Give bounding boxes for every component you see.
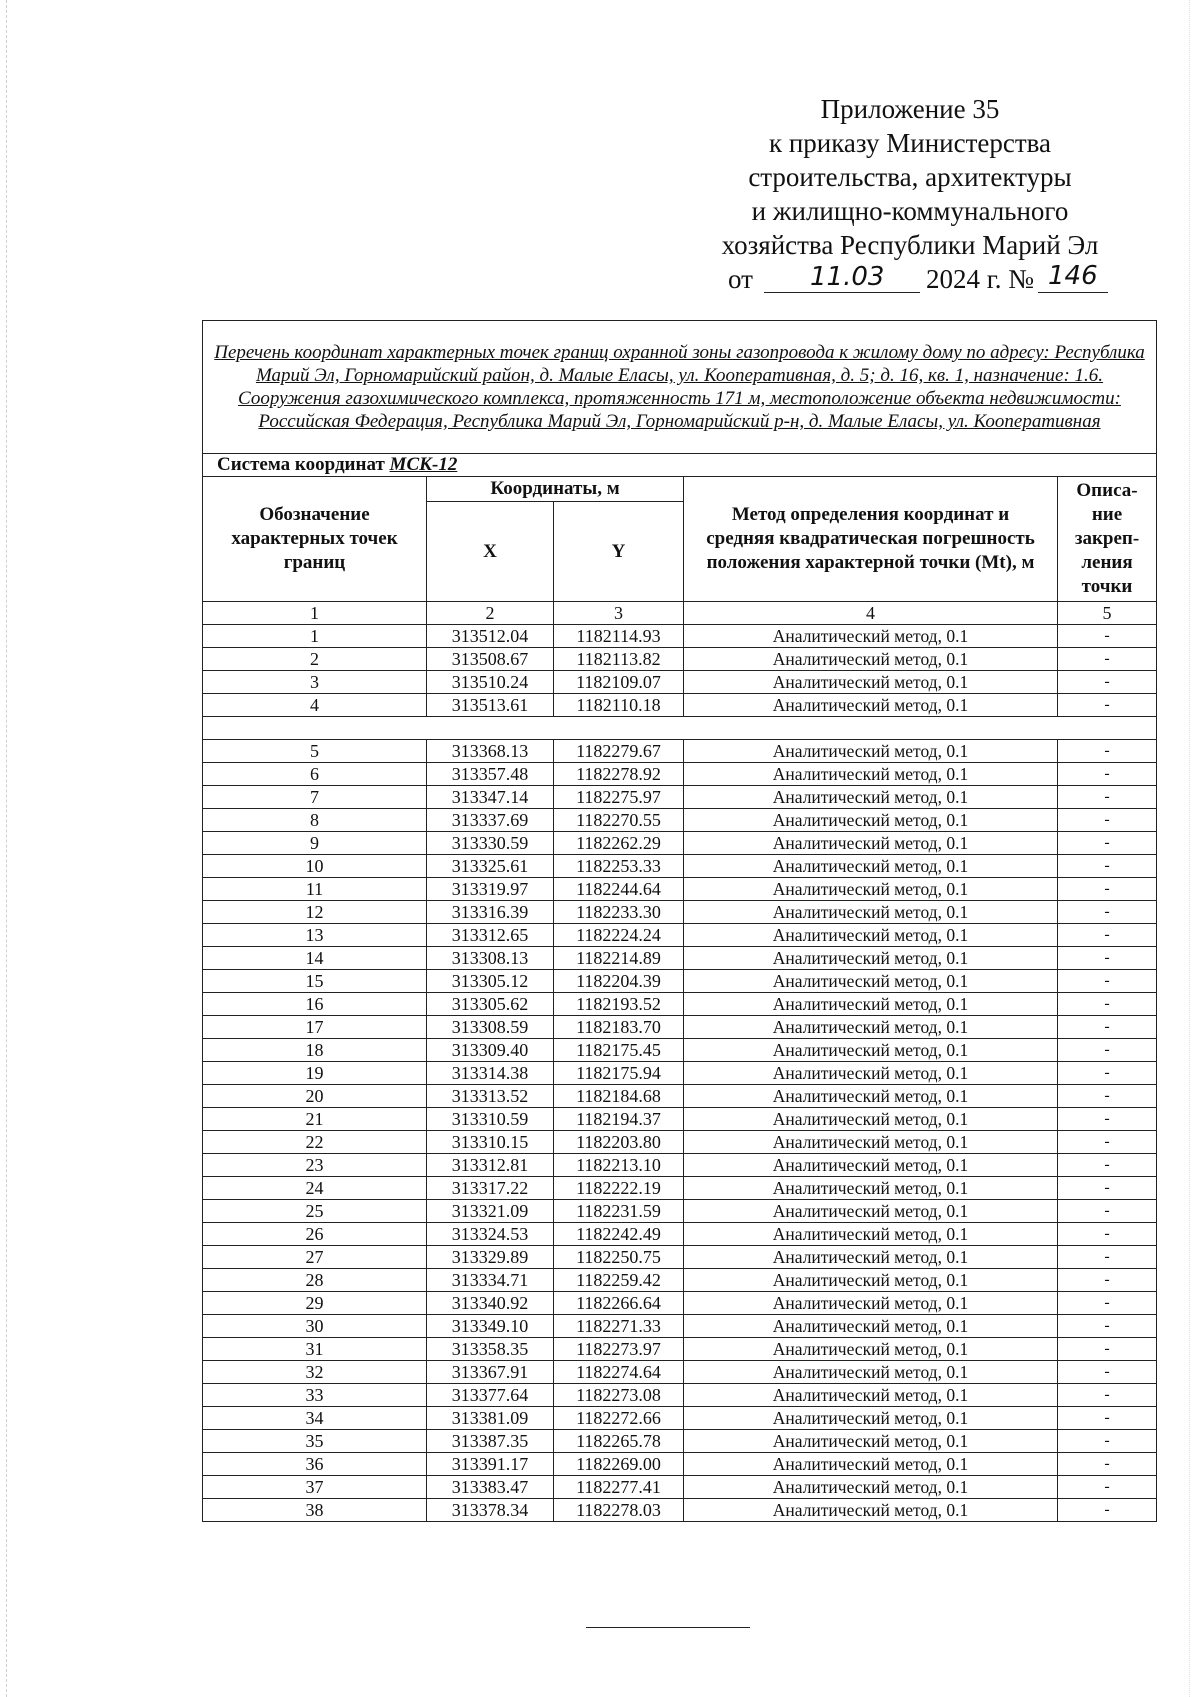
appendix-header: [700, 92, 1120, 294]
y-coordinate-cell: 1182110.18: [554, 694, 684, 717]
column-number-2: 2: [427, 602, 554, 625]
point-number-cell: 32: [203, 1361, 427, 1384]
x-coordinate-cell: 313310.15: [427, 1131, 554, 1154]
y-coordinate-cell: 1182113.82: [554, 648, 684, 671]
point-number-cell: 34: [203, 1407, 427, 1430]
point-number-cell: 14: [203, 947, 427, 970]
method-cell: Аналитический метод, 0.1: [684, 855, 1058, 878]
y-coordinate-cell: 1182213.10: [554, 1154, 684, 1177]
table-row: [203, 1177, 1157, 1200]
y-coordinate-cell: 1182175.94: [554, 1062, 684, 1085]
method-cell: Аналитический метод, 0.1: [684, 970, 1058, 993]
x-coordinate-cell: 313308.13: [427, 947, 554, 970]
table-row: [203, 786, 1157, 809]
table-row: [203, 901, 1157, 924]
y-coordinate-cell: 1182278.03: [554, 1499, 684, 1522]
description-cell: -: [1058, 1384, 1157, 1407]
handwritten-date: 11.03: [810, 262, 885, 292]
coordinates-table: [202, 320, 1157, 1522]
column-number-1: 1: [203, 602, 427, 625]
table-row: [203, 648, 1157, 671]
description-cell: -: [1058, 1292, 1157, 1315]
y-coordinate-cell: 1182270.55: [554, 809, 684, 832]
y-coordinate-cell: 1182266.64: [554, 1292, 684, 1315]
table-row: [203, 1430, 1157, 1453]
y-coordinate-cell: 1182274.64: [554, 1361, 684, 1384]
x-coordinate-cell: 313317.22: [427, 1177, 554, 1200]
x-coordinate-cell: 313305.12: [427, 970, 554, 993]
x-coordinate-cell: 313513.61: [427, 694, 554, 717]
x-coordinate-cell: 313358.35: [427, 1338, 554, 1361]
point-number-cell: 33: [203, 1384, 427, 1407]
point-number-cell: 37: [203, 1476, 427, 1499]
y-coordinate-cell: 1182275.97: [554, 786, 684, 809]
method-cell: Аналитический метод, 0.1: [684, 1361, 1058, 1384]
header-x: X: [427, 502, 554, 602]
y-coordinate-cell: 1182214.89: [554, 947, 684, 970]
point-number-cell: 10: [203, 855, 427, 878]
method-cell: Аналитический метод, 0.1: [684, 878, 1058, 901]
description-cell: -: [1058, 786, 1157, 809]
point-number-cell: 1: [203, 625, 427, 648]
method-cell: Аналитический метод, 0.1: [684, 901, 1058, 924]
description-cell: -: [1058, 1430, 1157, 1453]
coordinate-system-value: МСК-12: [389, 454, 458, 475]
table-row: [203, 1453, 1157, 1476]
x-coordinate-cell: 313324.53: [427, 1223, 554, 1246]
method-cell: Аналитический метод, 0.1: [684, 1315, 1058, 1338]
point-number-cell: 36: [203, 1453, 427, 1476]
method-cell: Аналитический метод, 0.1: [684, 993, 1058, 1016]
method-cell: Аналитический метод, 0.1: [684, 694, 1058, 717]
y-coordinate-cell: 1182269.00: [554, 1453, 684, 1476]
table-row: [203, 993, 1157, 1016]
x-coordinate-cell: 313319.97: [427, 878, 554, 901]
description-cell: -: [1058, 1476, 1157, 1499]
table-row: [203, 1016, 1157, 1039]
description-cell: -: [1058, 832, 1157, 855]
coordinate-system-label: Система координат: [217, 454, 385, 475]
y-coordinate-cell: 1182193.52: [554, 993, 684, 1016]
description-cell: -: [1058, 1453, 1157, 1476]
table-row: [203, 809, 1157, 832]
y-coordinate-cell: 1182183.70: [554, 1016, 684, 1039]
point-number-cell: 31: [203, 1338, 427, 1361]
x-coordinate-cell: 313309.40: [427, 1039, 554, 1062]
description-cell: -: [1058, 1407, 1157, 1430]
method-cell: Аналитический метод, 0.1: [684, 832, 1058, 855]
y-coordinate-cell: 1182271.33: [554, 1315, 684, 1338]
method-cell: Аналитический метод, 0.1: [684, 1269, 1058, 1292]
method-cell: Аналитический метод, 0.1: [684, 1108, 1058, 1131]
x-coordinate-cell: 313330.59: [427, 832, 554, 855]
method-cell: Аналитический метод, 0.1: [684, 1246, 1058, 1269]
description-cell: -: [1058, 1154, 1157, 1177]
date-prefix: от: [728, 264, 753, 294]
handwritten-number: 146: [1048, 261, 1098, 291]
table-row: [203, 1039, 1157, 1062]
y-coordinate-cell: 1182194.37: [554, 1108, 684, 1131]
x-coordinate-cell: 313313.52: [427, 1085, 554, 1108]
y-coordinate-cell: 1182279.67: [554, 740, 684, 763]
point-number-cell: 24: [203, 1177, 427, 1200]
description-cell: -: [1058, 694, 1157, 717]
method-cell: Аналитический метод, 0.1: [684, 1016, 1058, 1039]
x-coordinate-cell: 313316.39: [427, 901, 554, 924]
point-number-cell: 11: [203, 878, 427, 901]
method-cell: Аналитический метод, 0.1: [684, 809, 1058, 832]
x-coordinate-cell: 313314.38: [427, 1062, 554, 1085]
method-cell: Аналитический метод, 0.1: [684, 947, 1058, 970]
scan-edge-left: [6, 0, 8, 1697]
method-cell: Аналитический метод, 0.1: [684, 1407, 1058, 1430]
y-coordinate-cell: 1182184.68: [554, 1085, 684, 1108]
method-cell: Аналитический метод, 0.1: [684, 648, 1058, 671]
x-coordinate-cell: 313510.24: [427, 671, 554, 694]
table-row: [203, 1384, 1157, 1407]
appendix-line-5: хозяйства Республики Марий Эл: [721, 230, 1099, 260]
description-cell: -: [1058, 763, 1157, 786]
description-cell: -: [1058, 1315, 1157, 1338]
x-coordinate-cell: 313321.09: [427, 1200, 554, 1223]
point-number-cell: 17: [203, 1016, 427, 1039]
method-cell: Аналитический метод, 0.1: [684, 1499, 1058, 1522]
description-cell: -: [1058, 1062, 1157, 1085]
method-cell: Аналитический метод, 0.1: [684, 1085, 1058, 1108]
x-coordinate-cell: 313329.89: [427, 1246, 554, 1269]
point-number-cell: 6: [203, 763, 427, 786]
y-coordinate-cell: 1182224.24: [554, 924, 684, 947]
point-number-cell: 26: [203, 1223, 427, 1246]
description-cell: -: [1058, 671, 1157, 694]
y-coordinate-cell: 1182244.64: [554, 878, 684, 901]
table-row: [203, 1407, 1157, 1430]
y-coordinate-cell: 1182272.66: [554, 1407, 684, 1430]
table-row: [203, 1315, 1157, 1338]
header-y: Y: [554, 502, 684, 602]
point-number-cell: 15: [203, 970, 427, 993]
x-coordinate-cell: 313310.59: [427, 1108, 554, 1131]
table-row: [203, 1062, 1157, 1085]
x-coordinate-cell: 313312.65: [427, 924, 554, 947]
column-number-3: 3: [554, 602, 684, 625]
description-cell: -: [1058, 1085, 1157, 1108]
y-coordinate-cell: 1182278.92: [554, 763, 684, 786]
description-cell: -: [1058, 993, 1157, 1016]
year-number-text: 2024 г. №: [926, 264, 1035, 294]
x-coordinate-cell: 313349.10: [427, 1315, 554, 1338]
y-coordinate-cell: 1182114.93: [554, 625, 684, 648]
table-row: [203, 625, 1157, 648]
point-number-cell: 28: [203, 1269, 427, 1292]
y-coordinate-cell: 1182277.41: [554, 1476, 684, 1499]
method-cell: Аналитический метод, 0.1: [684, 1476, 1058, 1499]
table-row: [203, 855, 1157, 878]
x-coordinate-cell: 313340.92: [427, 1292, 554, 1315]
coordinate-system-row: [203, 454, 1157, 477]
point-number-cell: 16: [203, 993, 427, 1016]
method-cell: Аналитический метод, 0.1: [684, 924, 1058, 947]
scan-edge-right: [1189, 0, 1191, 1697]
y-coordinate-cell: 1182109.07: [554, 671, 684, 694]
point-number-cell: 2: [203, 648, 427, 671]
column-number-4: 4: [684, 602, 1058, 625]
x-coordinate-cell: 313312.81: [427, 1154, 554, 1177]
method-cell: Аналитический метод, 0.1: [684, 1338, 1058, 1361]
x-coordinate-cell: 313325.61: [427, 855, 554, 878]
table-row: [203, 970, 1157, 993]
x-coordinate-cell: 313368.13: [427, 740, 554, 763]
y-coordinate-cell: 1182233.30: [554, 901, 684, 924]
x-coordinate-cell: 313377.64: [427, 1384, 554, 1407]
method-cell: Аналитический метод, 0.1: [684, 786, 1058, 809]
description-cell: -: [1058, 1177, 1157, 1200]
point-number-cell: 20: [203, 1085, 427, 1108]
description-cell: -: [1058, 1039, 1157, 1062]
header-point-designation: Обозначение характерных точек границ: [203, 477, 427, 602]
table-row: [203, 1269, 1157, 1292]
table-row: [203, 1476, 1157, 1499]
description-cell: -: [1058, 947, 1157, 970]
point-number-cell: 27: [203, 1246, 427, 1269]
x-coordinate-cell: 313508.67: [427, 648, 554, 671]
y-coordinate-cell: 1182273.08: [554, 1384, 684, 1407]
y-coordinate-cell: 1182265.78: [554, 1430, 684, 1453]
table-row: [203, 1108, 1157, 1131]
method-cell: Аналитический метод, 0.1: [684, 625, 1058, 648]
table-row: [203, 1154, 1157, 1177]
x-coordinate-cell: 313381.09: [427, 1407, 554, 1430]
description-cell: -: [1058, 740, 1157, 763]
method-cell: Аналитический метод, 0.1: [684, 1200, 1058, 1223]
y-coordinate-cell: 1182259.42: [554, 1269, 684, 1292]
table-row: [203, 878, 1157, 901]
point-number-cell: 5: [203, 740, 427, 763]
description-cell: -: [1058, 970, 1157, 993]
table-row: [203, 1499, 1157, 1522]
group-separator-cell: [203, 717, 1157, 740]
description-cell: -: [1058, 1361, 1157, 1384]
point-number-cell: 13: [203, 924, 427, 947]
table-row: [203, 1200, 1157, 1223]
description-cell: -: [1058, 1223, 1157, 1246]
method-cell: Аналитический метод, 0.1: [684, 1154, 1058, 1177]
point-number-cell: 19: [203, 1062, 427, 1085]
appendix-line-1: Приложение 35: [820, 94, 1000, 124]
point-number-cell: 21: [203, 1108, 427, 1131]
x-coordinate-cell: 313357.48: [427, 763, 554, 786]
point-number-cell: 30: [203, 1315, 427, 1338]
point-number-cell: 35: [203, 1430, 427, 1453]
point-number-cell: 29: [203, 1292, 427, 1315]
coordinates-table-wrapper: [202, 320, 1156, 1522]
description-cell: -: [1058, 809, 1157, 832]
description-cell: -: [1058, 1499, 1157, 1522]
y-coordinate-cell: 1182273.97: [554, 1338, 684, 1361]
table-row: [203, 1246, 1157, 1269]
description-cell: -: [1058, 1108, 1157, 1131]
method-cell: Аналитический метод, 0.1: [684, 740, 1058, 763]
point-number-cell: 25: [203, 1200, 427, 1223]
x-coordinate-cell: 313387.35: [427, 1430, 554, 1453]
footer-rule: [586, 1627, 750, 1628]
x-coordinate-cell: 313334.71: [427, 1269, 554, 1292]
y-coordinate-cell: 1182175.45: [554, 1039, 684, 1062]
table-row: [203, 1338, 1157, 1361]
method-cell: Аналитический метод, 0.1: [684, 1292, 1058, 1315]
x-coordinate-cell: 313391.17: [427, 1453, 554, 1476]
description-cell: -: [1058, 1131, 1157, 1154]
y-coordinate-cell: 1182250.75: [554, 1246, 684, 1269]
description-cell: -: [1058, 1246, 1157, 1269]
method-cell: Аналитический метод, 0.1: [684, 1062, 1058, 1085]
method-cell: Аналитический метод, 0.1: [684, 1430, 1058, 1453]
description-cell: -: [1058, 625, 1157, 648]
description-cell: -: [1058, 1338, 1157, 1361]
y-coordinate-cell: 1182262.29: [554, 832, 684, 855]
point-number-cell: 12: [203, 901, 427, 924]
table-title: Перечень координат характерных точек границ охранной зоны газопровода к жилому дому по адресу: Республика Марий Эл, Горномарийский район, д. Малые Еласы, ул. Кооперативная, д. 5; д. 16, кв. 1, назначение: 1.6. Сооружения газохимического комплекса, протяженность 171 м, местоположение объекта недвижимости: Российская Федерация, Республика Марий Эл, Горномарийский р-н, д. Малые Еласы, ул. Кооперативная: [203, 321, 1157, 454]
x-coordinate-cell: 313378.34: [427, 1499, 554, 1522]
appendix-line-2: к приказу Министерства: [768, 128, 1052, 158]
x-coordinate-cell: 313305.62: [427, 993, 554, 1016]
column-number-5: 5: [1058, 602, 1157, 625]
table-row: [203, 832, 1157, 855]
description-cell: -: [1058, 878, 1157, 901]
x-coordinate-cell: 313337.69: [427, 809, 554, 832]
description-cell: -: [1058, 924, 1157, 947]
appendix-line-4: и жилищно-коммунального: [751, 196, 1069, 226]
x-coordinate-cell: 313347.14: [427, 786, 554, 809]
table-row: [203, 924, 1157, 947]
table-row: [203, 947, 1157, 970]
y-coordinate-cell: 1182204.39: [554, 970, 684, 993]
table-row: [203, 1223, 1157, 1246]
order-date-line: [700, 262, 1120, 296]
y-coordinate-cell: 1182222.19: [554, 1177, 684, 1200]
table-row: [203, 763, 1157, 786]
x-coordinate-cell: 313367.91: [427, 1361, 554, 1384]
table-row: [203, 1085, 1157, 1108]
table-row: [203, 1361, 1157, 1384]
point-number-cell: 4: [203, 694, 427, 717]
method-cell: Аналитический метод, 0.1: [684, 1131, 1058, 1154]
description-cell: -: [1058, 648, 1157, 671]
table-row: [203, 740, 1157, 763]
description-cell: -: [1058, 1200, 1157, 1223]
y-coordinate-cell: 1182203.80: [554, 1131, 684, 1154]
table-row: [203, 671, 1157, 694]
method-cell: Аналитический метод, 0.1: [684, 1453, 1058, 1476]
point-number-cell: 8: [203, 809, 427, 832]
point-number-cell: 18: [203, 1039, 427, 1062]
method-cell: Аналитический метод, 0.1: [684, 763, 1058, 786]
description-cell: -: [1058, 1269, 1157, 1292]
group-separator-row: [203, 717, 1157, 740]
x-coordinate-cell: 313308.59: [427, 1016, 554, 1039]
header-method: Метод определения координат и средняя квадратическая погрешность положения характерной точки (Mt), м: [684, 477, 1058, 602]
y-coordinate-cell: 1182242.49: [554, 1223, 684, 1246]
appendix-line-3: строительства, архитектуры: [748, 162, 1072, 192]
table-row: [203, 694, 1157, 717]
y-coordinate-cell: 1182231.59: [554, 1200, 684, 1223]
point-number-cell: 3: [203, 671, 427, 694]
description-cell: -: [1058, 901, 1157, 924]
method-cell: Аналитический метод, 0.1: [684, 1039, 1058, 1062]
point-number-cell: 22: [203, 1131, 427, 1154]
table-row: [203, 1292, 1157, 1315]
x-coordinate-cell: 313383.47: [427, 1476, 554, 1499]
description-cell: -: [1058, 855, 1157, 878]
header-coordinates: Координаты, м: [427, 477, 684, 502]
point-number-cell: 7: [203, 786, 427, 809]
point-number-cell: 23: [203, 1154, 427, 1177]
point-number-cell: 9: [203, 832, 427, 855]
header-description: Описа-ние закреп-ления точки: [1058, 477, 1157, 602]
method-cell: Аналитический метод, 0.1: [684, 1177, 1058, 1200]
method-cell: Аналитический метод, 0.1: [684, 1384, 1058, 1407]
point-number-cell: 38: [203, 1499, 427, 1522]
method-cell: Аналитический метод, 0.1: [684, 671, 1058, 694]
description-cell: -: [1058, 1016, 1157, 1039]
table-row: [203, 1131, 1157, 1154]
y-coordinate-cell: 1182253.33: [554, 855, 684, 878]
method-cell: Аналитический метод, 0.1: [684, 1223, 1058, 1246]
x-coordinate-cell: 313512.04: [427, 625, 554, 648]
